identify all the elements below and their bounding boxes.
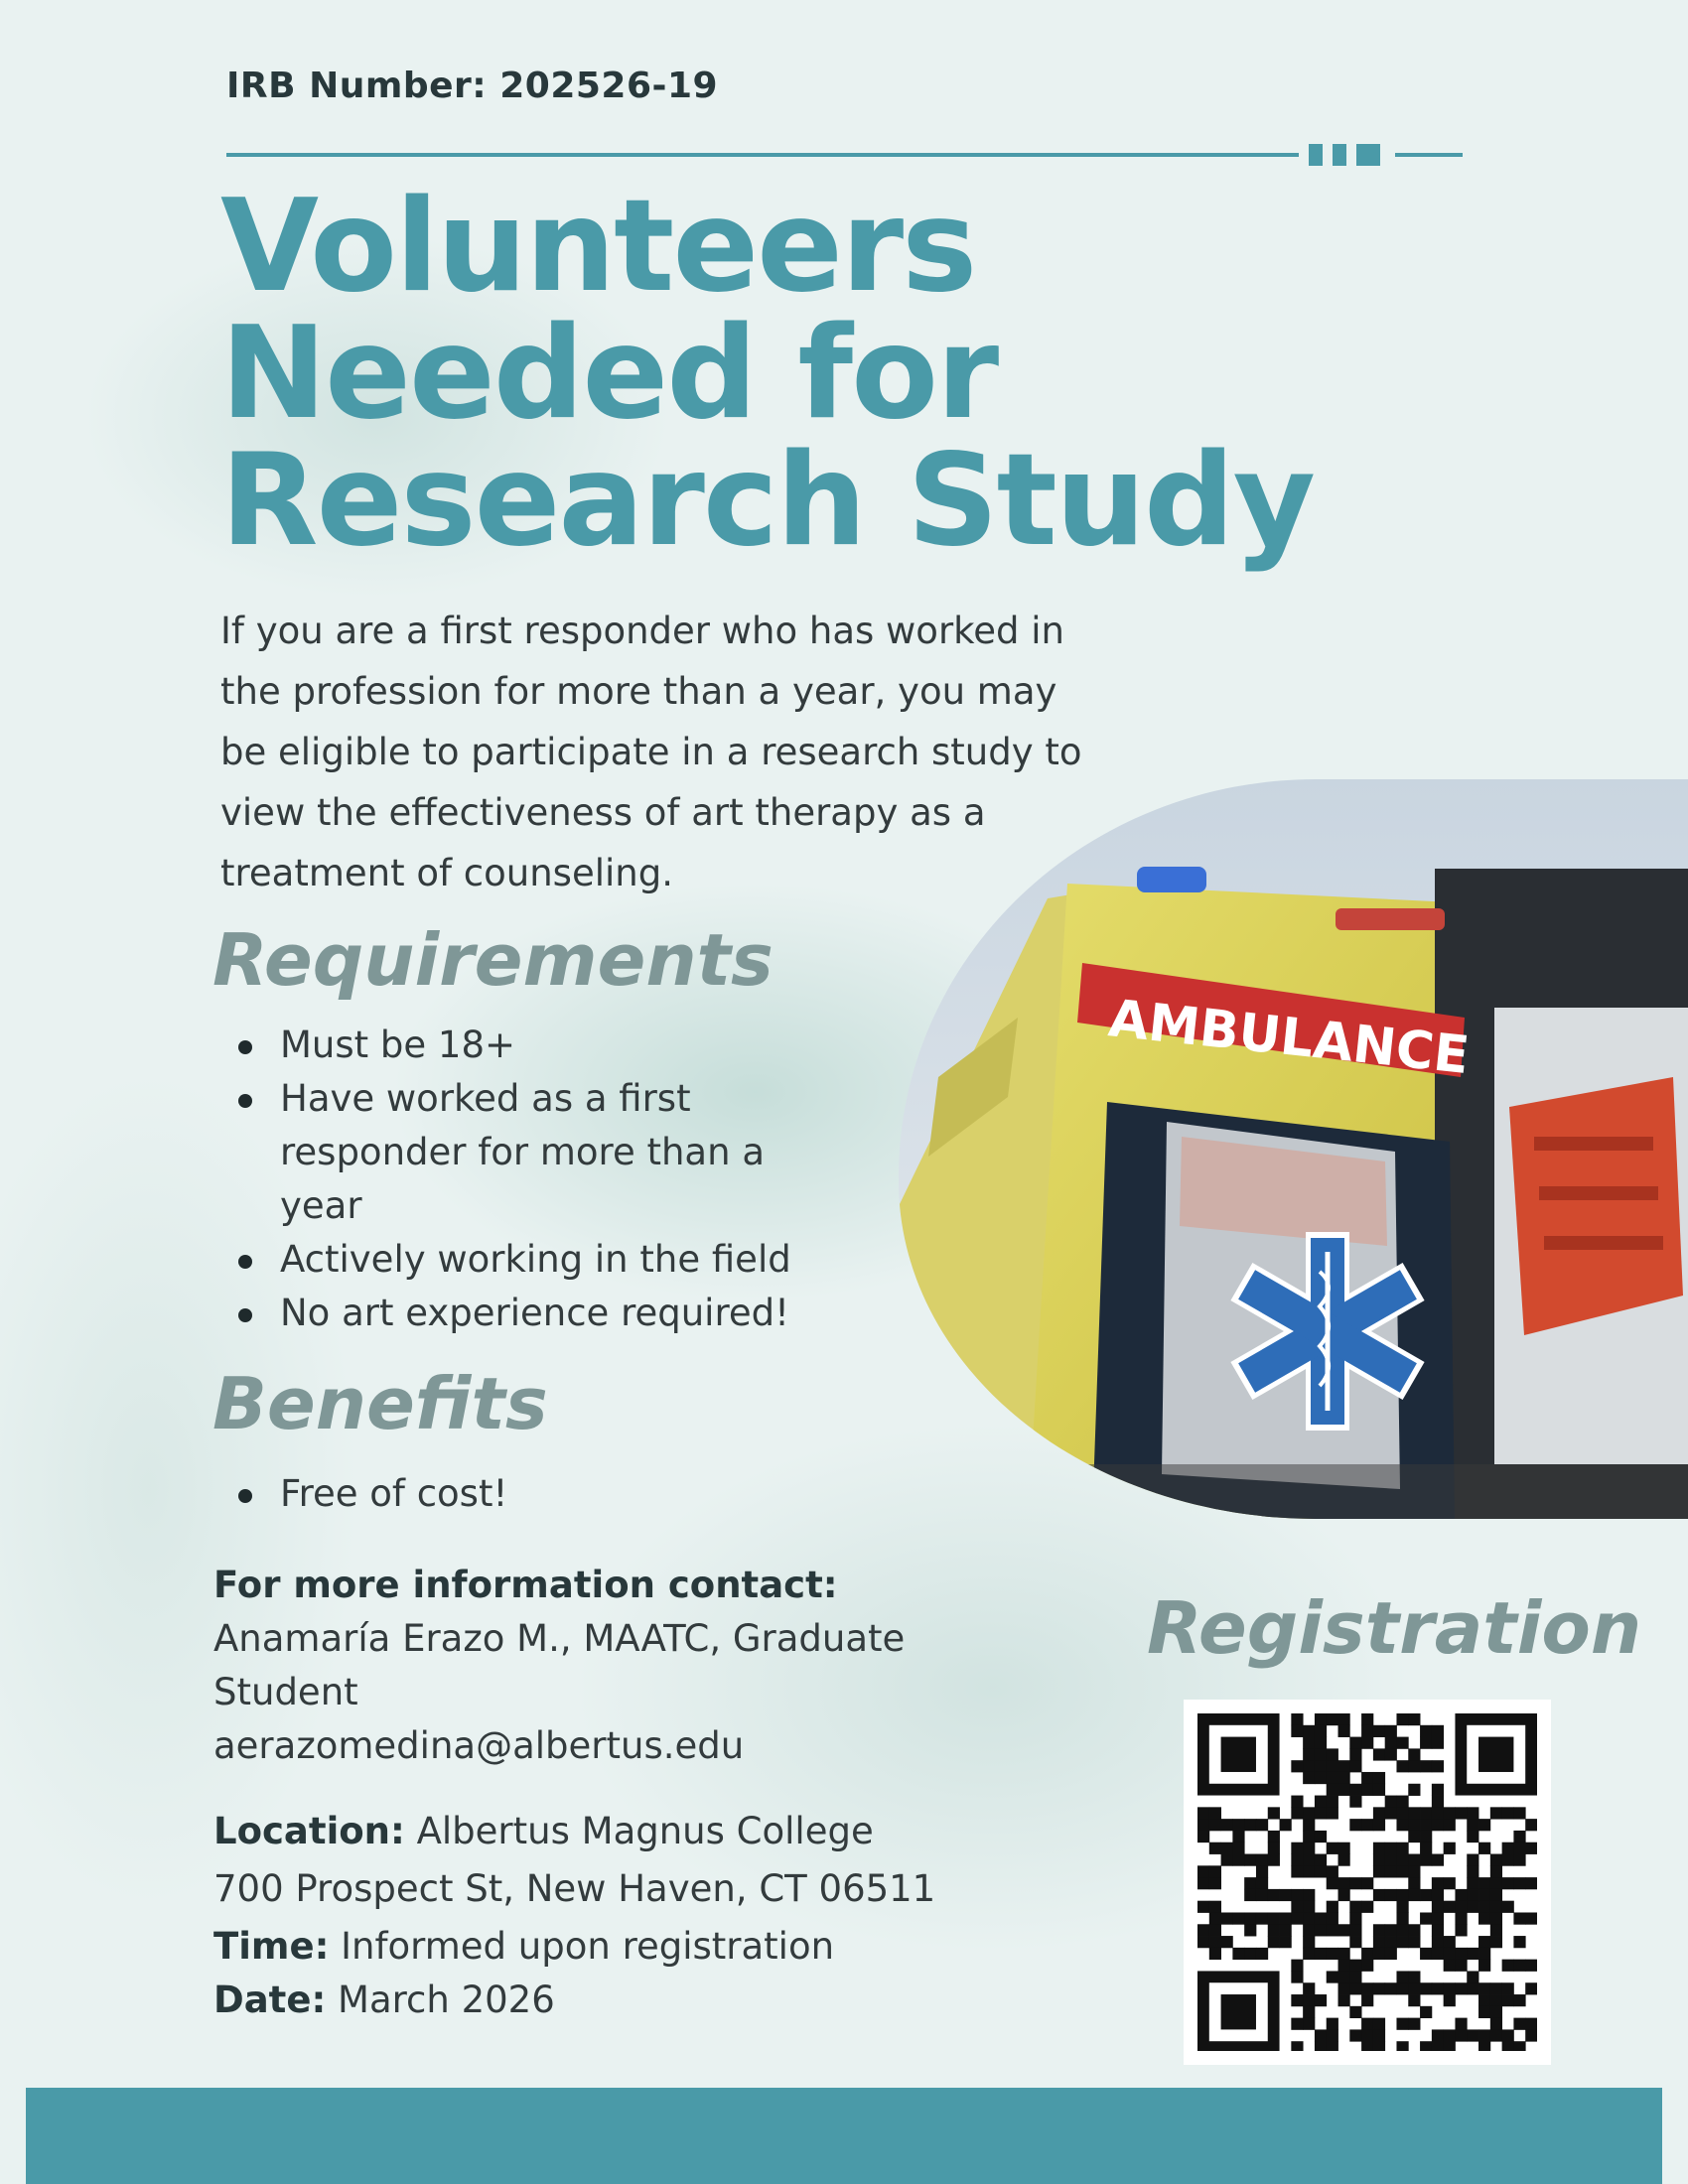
list-item: No art experience required! bbox=[220, 1287, 836, 1340]
registration-heading: Registration bbox=[1147, 1586, 1642, 1670]
location-address: 700 Prospect St, New Haven, CT 06511 bbox=[213, 1867, 936, 1910]
location-label: Location: bbox=[213, 1810, 405, 1852]
registration-qr-code[interactable] bbox=[1184, 1700, 1551, 2065]
intro-paragraph: If you are a first responder who has worked in the profession for more than a year, you may be eligible to participate in a research study to view the effectiveness of art therapy as a treatment of counseling. bbox=[220, 610, 1082, 894]
header-rule-dash bbox=[1309, 144, 1323, 166]
time-value: Informed upon registration bbox=[341, 1925, 835, 1968]
contact-label: For more information contact: bbox=[213, 1564, 838, 1606]
requirements-heading: Requirements bbox=[212, 918, 774, 1002]
location-value: Albertus Magnus College bbox=[416, 1810, 874, 1852]
qr-code-icon bbox=[1197, 1713, 1537, 2051]
list-item: Free of cost! bbox=[220, 1467, 836, 1521]
title-line-2: Needed for bbox=[220, 300, 998, 448]
contact-block bbox=[213, 1559, 988, 1773]
contact-email[interactable]: aerazomedina@albertus.edu bbox=[213, 1724, 745, 1767]
requirements-list bbox=[220, 1019, 836, 1340]
list-item: Have worked as a first responder for more than a year bbox=[220, 1072, 836, 1233]
footer-bar bbox=[26, 2088, 1662, 2184]
header-rule-dash bbox=[1333, 144, 1346, 166]
benefits-heading: Benefits bbox=[212, 1362, 548, 1445]
time-label: Time: bbox=[213, 1925, 330, 1968]
list-item: Must be 18+ bbox=[220, 1019, 836, 1072]
header-rule-end bbox=[1395, 153, 1463, 157]
title-line-1: Volunteers bbox=[220, 173, 976, 321]
benefits-list bbox=[220, 1467, 836, 1521]
contact-name: Anamaría Erazo M., MAATC, Graduate Student bbox=[213, 1617, 906, 1713]
list-item: Actively working in the field bbox=[220, 1233, 836, 1287]
title-line-3: Research Study bbox=[220, 427, 1314, 575]
irb-number: IRB Number: 202526-19 bbox=[226, 66, 719, 106]
header-rule bbox=[226, 153, 1299, 157]
header-rule-dash bbox=[1368, 144, 1380, 166]
event-details bbox=[213, 1805, 1008, 2027]
date-label: Date: bbox=[213, 1979, 327, 2021]
date-value: March 2026 bbox=[338, 1979, 555, 2021]
page-title bbox=[220, 173, 1314, 575]
ambulance-label: AMBULANCE bbox=[1105, 989, 1473, 1087]
